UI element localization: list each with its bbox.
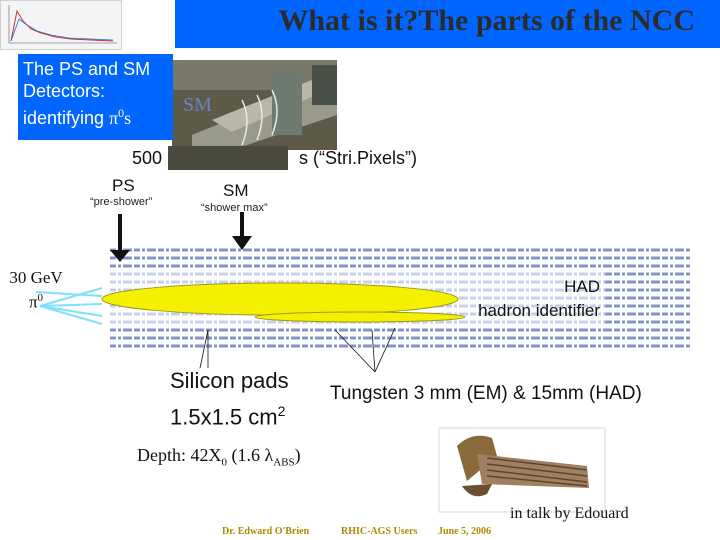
callout-line2: Detectors: bbox=[23, 81, 106, 101]
had-label bbox=[440, 275, 600, 323]
thumbnail-plot bbox=[0, 0, 122, 50]
sm-label: SM bbox=[223, 181, 249, 200]
silicon-label bbox=[170, 366, 289, 432]
sm-photo-label: SM bbox=[183, 94, 212, 116]
had-ellipse bbox=[255, 312, 465, 322]
tungsten-label: Tungsten 3 mm (EM) & 15mm (HAD) bbox=[330, 383, 642, 404]
strip-occluder bbox=[168, 146, 288, 170]
callout-line3-suffix: s bbox=[124, 108, 132, 128]
beam-label bbox=[4, 268, 68, 313]
footer-event: RHIC-AGS Users bbox=[341, 526, 418, 537]
depth-sub0: 0 bbox=[221, 456, 227, 469]
depth-suffix: ) bbox=[294, 445, 301, 465]
depth-line bbox=[137, 445, 301, 469]
ps-subtitle: “pre-shower” bbox=[90, 196, 153, 208]
beam-particle: π bbox=[28, 292, 38, 312]
silicon-line2 bbox=[170, 396, 289, 432]
callout-line1: The PS and SM bbox=[23, 59, 151, 79]
footer-author: Dr. Edward O'Brien bbox=[222, 526, 310, 537]
silicon-size-sup: 2 bbox=[277, 403, 286, 419]
module-photo bbox=[437, 426, 607, 514]
footer-date: June 5, 2006 bbox=[438, 526, 492, 537]
talk-note: in talk by Edouard bbox=[510, 505, 629, 522]
sm-subtitle: “shower max” bbox=[201, 202, 268, 214]
beam-energy: 30 GeV bbox=[9, 268, 63, 287]
callout-pi-sup: 0 bbox=[118, 106, 125, 120]
em-ellipse bbox=[102, 283, 458, 315]
silicon-size: 1.5x1.5 cm bbox=[170, 404, 278, 430]
depth-prefix: Depth: 42X bbox=[137, 445, 222, 465]
footer bbox=[0, 526, 720, 540]
callout-line3-prefix: identifying bbox=[23, 108, 110, 128]
thumbnail-plot-graphic bbox=[1, 1, 121, 49]
strip-suffix: s (“Stri.Pixels”) bbox=[299, 148, 418, 168]
page-title: What is it?The parts of the NCC bbox=[278, 4, 695, 37]
had-subtitle: hadron identifier bbox=[478, 301, 600, 320]
detector-schematic bbox=[0, 200, 720, 400]
beam-particle-sup: 0 bbox=[37, 292, 44, 304]
strip-prefix: 500 bbox=[132, 148, 168, 168]
callout-pi: π bbox=[109, 108, 119, 128]
callout-box bbox=[18, 54, 173, 140]
depth-sub-abs: ABS bbox=[273, 456, 295, 469]
silicon-line1: Silicon pads bbox=[170, 368, 289, 393]
callout-line3 bbox=[23, 102, 173, 129]
module-photo-graphic bbox=[437, 426, 607, 514]
depth-mid: (1.6 λ bbox=[227, 445, 274, 465]
ps-label: PS bbox=[112, 176, 135, 195]
beam-particle-line bbox=[4, 288, 68, 313]
had-name: HAD bbox=[564, 277, 600, 296]
